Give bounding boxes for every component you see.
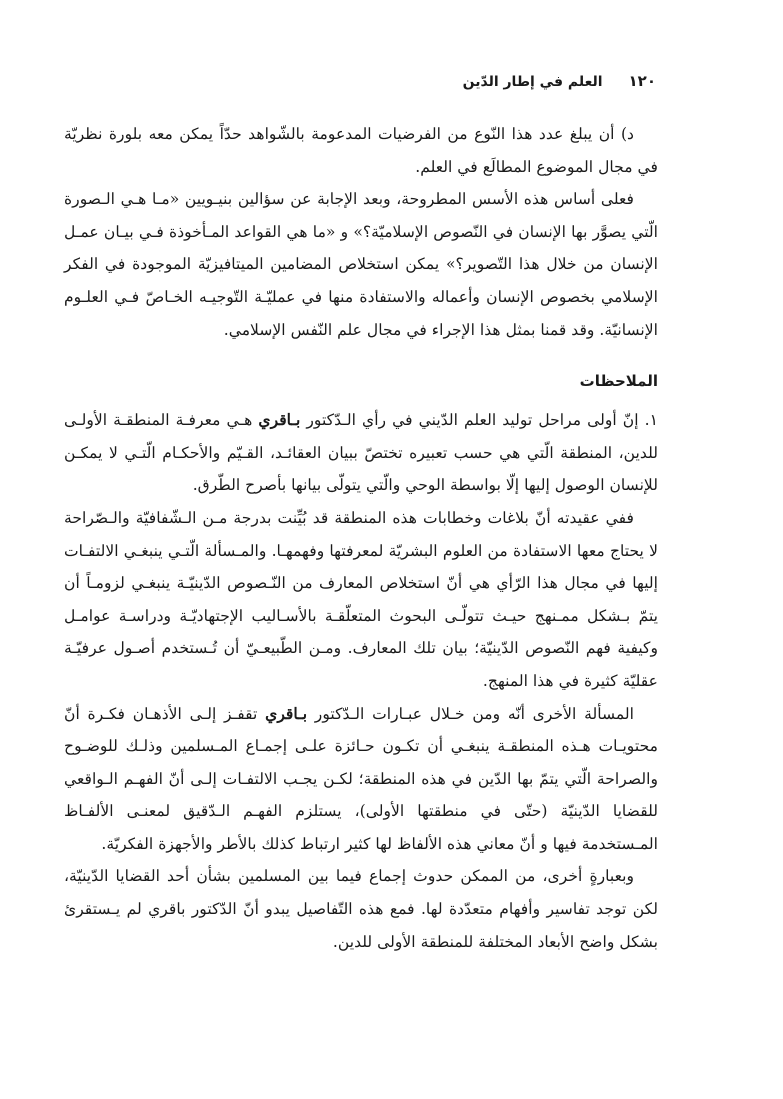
paragraph-other-name: بـاقري [265,703,308,723]
paragraph-basis: فعلى أساس هذه الأسس المطروحة، وبعد الإجابة عن سؤالين بنيـويين «مـا هـي الـصورة الّتي يصوَّر بها الإنسان في النّصوص الإسلاميّة؟» و «ما هي القواعد المـأخوذة فـي بيـان عمـل الإنسان من خلال هذا التّصوير؟» يمكن استخلاص المضامين الميتافيزيّة الموجودة في الفكر الإسلامي بخصوص الإنسان وأعماله والاستفادة منها في عمليّـة التّوجيـه الخـاصّ فـي العلـوم الإنسانيّة. وقد قمنا بمثل هذا الإجراء في مجال علم النّفس الإسلامي. [64,190,658,339]
note-1-prefix: ١. إنّ أولى مراحل توليد العلم الدّيني في رأي الـدّكتور [300,411,658,430]
page-number: ١٢٠ [628,72,656,90]
paragraph-final: وبعبارةٍ أخرى، من الممكن حدوث إجماع فيما بين المسلمين بشأن أحد القضايا الدّينيّة، لكن توجد تفاسير وأفهام متعدّدة لها. فمع هذه التّفاصيل يبدو أنّ الدّكتور باقري لم يـستقرئ بشكل واضح الأبعاد المختلفة للمنطقة الأولى للدين. [64,867,658,951]
section-heading-notes: الملاحظات [579,372,658,391]
paragraph-other-rest: تقفـز إلـى الأذهـان فكـرة أنّ محتويـات هـذه المنطقـة ينبغـي أن تكـون حـائزة علـى إجمـاع المـسلمين وذلـك للوضـوح والصراحة الّتي يتمّ بها الدّين في هذه المنطقة؛ لكـن يجـب الالتفـات إلـى أنّ الفهـم الـواقعي للقضايا الدّينيّة (حتّى في منطقتها الأولى)، يستلزم الفهـم الـدّقيق لمعنـى الألفـاظ المـستخدمة فيها و أنّ معاني هذه الألفاظ لها كثير ارتباط كذلك بالأطر والأجهزة الفكريّة. [64,704,658,853]
running-header [64,72,656,90]
note-1-name: بـاقري [258,410,301,430]
paragraph-other-prefix: المسألة الأخرى أنّه ومن خـلال عبـارات الـدّكتور [307,704,634,723]
paragraph-belief: ففي عقيدته أنّ بلاغات وخطابات هذه المنطقة قد بُيِّنت بدرجة مـن الـشّفافيّة والـصّراحة لا يحتاج معها الاستفادة من العلوم البشريّة لمعرفتها وفهمهـا. والمـسألة الّتـي ينبغـي الالتفـات إليها في مجال هذا الرّأي هي أنّ استخلاص المعارف من النّـصوص الدّينيّـة ينبغـي لزومـاً أن يتمّ بـشكل ممـنهج حيـث تتولّـى البحوث المتعلّقـة بالأسـاليب الإجتهاديّـة ودراسـة عوامـل وكيفية فهم النّصوص الدّينيّة؛ بيان تلك المعارف. ومـن الطّبيعـيّ أن تُـستخدم أصـول عرفيّـة عقليّة كثيرة في هذا المنهج. [64,508,658,690]
paragraph-other-issue [64,698,658,861]
body-text [64,118,658,958]
note-1 [64,404,658,502]
paragraph-criterion-d: د) أن يبلغ عدد هذا النّوع من الفرضيات المدعومة بالشّواهد حدّاً يمكن معه بلورة نظريّة في مجال الموضوع المطالَع في العلم. [64,125,658,176]
note-1-rest: هـي معرفـة المنطقـة الأولـى للدين، المنطقة الّتي هي حسب تعبيره تختصّ ببيان العقائـد، القـيّم والأحكـام الّتـي لا يمكـن للإنسان الوصول إليها إلّا بواسطة الوحي والّتي يتولّى بيانها بأصرح الطّرق. [64,411,658,495]
book-title: العلم في إطار الدّين [462,74,603,90]
